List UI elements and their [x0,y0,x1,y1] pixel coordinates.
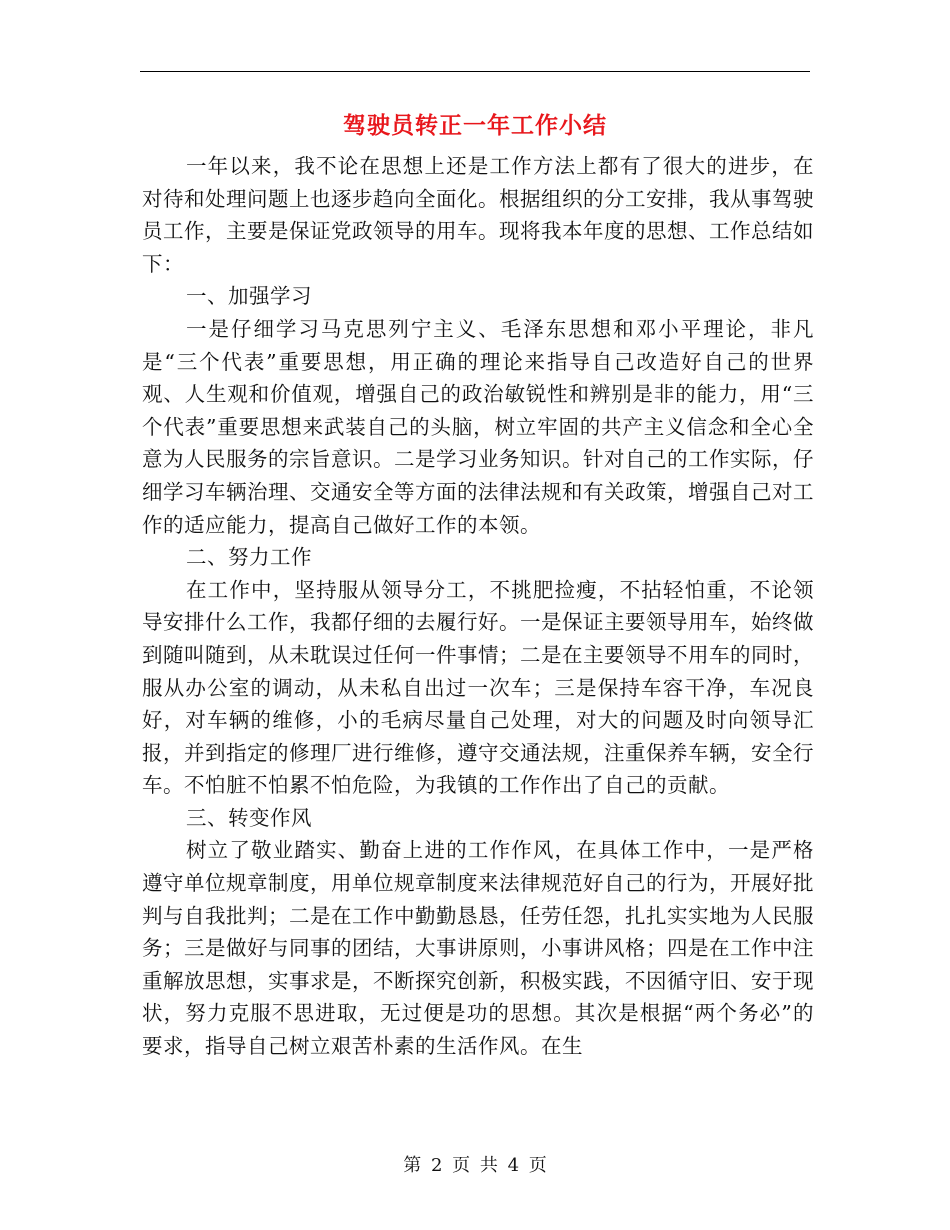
style-paragraph: 树立了敬业踏实、勤奋上进的工作作风，在具体工作中，一是严格遵守单位规章制度，用单位规章制度来法律规范好自己的行为，开展好批判与自我批判；二是在工作中勤勤恳恳，任劳任怨，扎扎实实地为人民服务；三是做好与同事的团结，大事讲原则，小事讲风格；四是在工作中注重解放思想，实事求是，不断探究创新，积极实践，不因循守旧、安于现状，努力克服不思进取，无过便是功的思想。其次是根据“两个务必”的要求，指导自己树立艰苦朴素的生活作风。在生 [142,838,814,1059]
section-heading-study: 一、加强学习 [186,284,312,309]
intro-paragraph: 一年以来，我不论在思想上还是工作方法上都有了很大的进步，在对待和处理问题上也逐步趋向全面化。根据组织的分工安排，我从事驾驶员工作，主要是保证党政领导的用车。现将我本年度的思想、工作总结如下： [142,154,814,276]
work-paragraph: 在工作中，坚持服从领导分工，不挑肥捡瘦，不拈轻怕重，不论领导安排什么工作，我都仔细的去履行好。一是保证主要领导用车，始终做到随叫随到，从未耽误过任何一件事情；二是在主要领导不用车的同时，服从办公室的调动，从未私自出过一次车；三是保持车容干净，车况良好，对车辆的维修，小的毛病尽量自己处理，对大的问题及时向领导汇报，并到指定的修理厂进行维修，遵守交通法规，注重保养车辆，安全行车。不怕脏不怕累不怕危险，为我镇的工作作出了自己的贡献。 [142,577,814,798]
document-title: 驾驶员转正一年工作小结 [343,112,607,139]
page-number-footer: 第 2 页 共 4 页 [403,1155,547,1176]
section-heading-style: 三、转变作风 [186,805,312,830]
header-rule [140,71,810,72]
document-body [142,150,814,1063]
study-paragraph: 一是仔细学习马克思列宁主义、毛泽东思想和邓小平理论，非凡是“三个代表”重要思想，用正确的理论来指导自己改造好自己的世界观、人生观和价值观，增强自己的政治敏锐性和辨别是非的能力，用“三个代表”重要思想来武装自己的头脑，树立牢固的共产主义信念和全心全意为人民服务的宗旨意识。二是学习业务知识。针对自己的工作实际，仔细学习车辆治理、交通安全等方面的法律法规和有关政策，增强自己对工作的适应能力，提高自己做好工作的本领。 [142,316,814,537]
section-heading-work: 二、努力工作 [186,545,312,570]
